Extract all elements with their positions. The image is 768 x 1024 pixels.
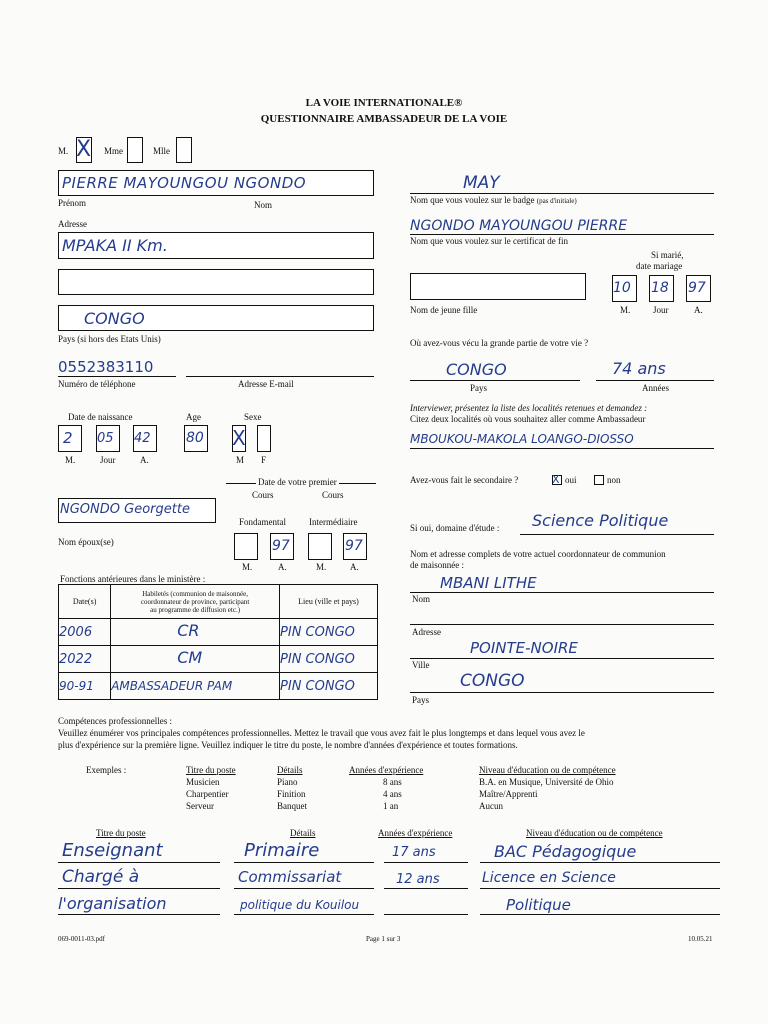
cert-label: Nom que vous voulez sur le certificat de fin (410, 236, 568, 246)
coord-nom-line[interactable] (410, 592, 714, 593)
domaine-value: Science Politique (532, 511, 669, 530)
row-date[interactable]: 2006 (59, 625, 93, 640)
ex-niveau: Aucun (479, 801, 503, 811)
sexe-m-mark: X (232, 426, 246, 450)
skills-intro-1: Veuillez énumérer vos principales compétences professionnelles. Mettez le travail que vous avez fait le plus longtemps et dans lequel vous avez le (58, 728, 585, 738)
domaine-line[interactable] (520, 534, 714, 535)
mariage-jour-label: Jour (653, 305, 669, 315)
fond-year-value: 97 (272, 538, 290, 554)
civility-mme-label: Mme (104, 146, 123, 156)
table-row (59, 646, 378, 673)
secondaire-non-label: non (607, 475, 621, 485)
fond-m-label: M. (242, 562, 253, 572)
prenom-label: Prénom (58, 198, 86, 208)
civility-mlle-checkbox[interactable] (176, 137, 192, 163)
skill-line[interactable] (480, 914, 720, 915)
birth-jour-label: Jour (100, 455, 116, 465)
row-habilete[interactable]: AMBASSADEUR PAM (111, 679, 233, 693)
vecu-pays-label: Pays (470, 383, 488, 393)
col-hab-line2: coordonnateur de province, participant (140, 597, 250, 606)
skill-line[interactable] (234, 914, 374, 915)
skill-niveau-value: Licence en Science (482, 870, 616, 886)
row-date[interactable]: 2022 (59, 652, 93, 667)
form-title-line2: QUESTIONNAIRE AMBASSADEUR DE LA VOIE (260, 113, 508, 125)
secondaire-oui-mark: X (552, 473, 560, 486)
nom-label: Nom (254, 200, 272, 210)
h-details: Détails (290, 828, 316, 838)
coord-adresse-line-1[interactable] (410, 624, 714, 625)
row-lieu[interactable]: PIN CONGO (280, 652, 355, 667)
jeune-fille-label: Nom de jeune fille (410, 305, 478, 315)
inter-month-box[interactable] (308, 533, 332, 560)
adresse-label: Adresse (58, 219, 87, 229)
domaine-label: Si oui, domaine d'étude : (410, 523, 500, 533)
birth-date-label: Date de naissance (68, 412, 133, 422)
badge-hint: (pas d'initiale) (536, 197, 577, 205)
skill-titre-value: Enseignant (62, 840, 163, 861)
h-annees: Années d'expérience (378, 828, 453, 838)
ex-titre: Serveur (186, 801, 214, 811)
skill-line[interactable] (58, 888, 220, 889)
ex-details: Finition (277, 789, 306, 799)
sexe-f-box[interactable] (257, 425, 271, 452)
skills-title: Compétences professionnelles : (58, 716, 172, 726)
coord-label-1: Nom et adresse complets de votre actuel coordonnateur de communion (410, 549, 666, 559)
ex-titre: Charpentier (186, 789, 229, 799)
ex-details: Banquet (277, 801, 307, 811)
civility-m-mark: X (76, 137, 92, 162)
coord-nom-label: Nom (412, 594, 430, 604)
courses-intermediaire: Intermédiaire (309, 517, 358, 527)
vecu-annees-value: 74 ans (612, 359, 666, 378)
ex-annees: 8 ans (383, 777, 402, 787)
skill-line[interactable] (234, 888, 374, 889)
coord-ville-value: POINTE-NOIRE (470, 639, 578, 657)
skill-line[interactable] (480, 862, 720, 863)
cert-value: NGONDO MAYOUNGOU PIERRE (410, 218, 628, 234)
badge-label-text: Nom que vous voulez sur le badge (410, 195, 535, 205)
vecu-annees-label: Années (642, 383, 669, 393)
col-dates: Date(s) (59, 585, 111, 619)
date-mariage-label: date mariage (636, 261, 683, 271)
table-row (59, 673, 378, 700)
inter-a-label: A. (350, 562, 359, 572)
phone-label: Numéro de téléphone (58, 379, 136, 389)
adresse-value: MPAKA II Km. (62, 236, 168, 255)
coord-adresse-label: Adresse (412, 627, 441, 637)
vecu-label: Où avez-vous vécu la grande partie de votre vie ? (410, 338, 589, 348)
jeune-fille-field[interactable] (410, 273, 586, 300)
coord-pays-line[interactable] (410, 692, 714, 693)
skills-intro-2: plus d'expérience sur la première ligne. Veuillez indiquer le titre du poste, le nombre d'années d'expérience et toutes formations. (58, 740, 518, 750)
skill-titre-value: l'organisation (58, 894, 167, 913)
vecu-annees-line[interactable] (596, 380, 714, 381)
adresse-field-2[interactable] (58, 269, 374, 295)
coord-pays-value: CONGO (460, 671, 525, 691)
skill-line[interactable] (480, 888, 720, 889)
birth-m-label: M. (65, 455, 76, 465)
courses-fondamental: Fondamental (239, 517, 286, 527)
badge-line[interactable] (410, 193, 714, 194)
name-value: PIERRE MAYOUNGOU NGONDO (62, 174, 307, 192)
coord-ville-label: Ville (412, 660, 430, 670)
vecu-pays-value: CONGO (446, 360, 507, 379)
ex-h-niveau: Niveau d'éducation ou de compétence (479, 765, 616, 775)
table-row (59, 619, 378, 646)
civility-mlle-label: Mlle (153, 146, 170, 156)
row-date[interactable]: 90-91 (59, 679, 94, 693)
ex-h-annees: Années d'expérience (349, 765, 424, 775)
ex-titre: Musicien (186, 777, 220, 787)
fond-month-box[interactable] (234, 533, 258, 560)
skill-line[interactable] (58, 862, 220, 863)
civility-m-label: M. (58, 146, 69, 156)
email-line[interactable] (186, 376, 374, 377)
h-titre: Titre du poste (96, 828, 146, 838)
spouse-label: Nom époux(se) (58, 537, 114, 547)
pays-value: CONGO (84, 309, 145, 328)
sexe-label: Sexe (244, 412, 262, 422)
mariage-day-value: 18 (651, 280, 669, 296)
functions-table (58, 584, 378, 700)
skill-details-value: Primaire (244, 840, 320, 861)
ex-h-details: Détails (277, 765, 303, 775)
vecu-pays-line[interactable] (410, 380, 580, 381)
birth-day-value: 05 (97, 431, 114, 446)
birth-month-value: 2 (63, 429, 73, 447)
functions-title: Fonctions antérieures dans le ministère : (60, 574, 206, 584)
secondaire-non-checkbox[interactable] (594, 475, 604, 485)
skill-details-value: politique du Kouilou (240, 898, 360, 912)
birth-year-value: 42 (134, 431, 151, 446)
footer-file: 069-0011-03.pdf (58, 935, 105, 943)
cert-line[interactable] (410, 234, 714, 235)
ex-annees: 1 an (383, 801, 399, 811)
secondaire-label: Avez-vous fait le secondaire ? (410, 475, 519, 485)
skill-annees-value: 17 ans (392, 845, 436, 860)
mariage-a-label: A. (694, 305, 703, 315)
civility-mme-checkbox[interactable] (127, 137, 143, 163)
skill-annees-value: 12 ans (396, 872, 440, 887)
mariage-m-label: M. (620, 305, 631, 315)
pays-label: Pays (si hors des Etats Unis) (58, 334, 161, 344)
ex-niveau: B.A. en Musique, Université de Ohio (479, 777, 614, 787)
localites-label: Citez deux localités où vous souhaitez aller comme Ambassadeur (410, 414, 646, 424)
birth-a-label: A. (140, 455, 149, 465)
age-value: 80 (186, 430, 204, 446)
row-lieu[interactable]: PIN CONGO (280, 679, 355, 694)
coord-nom-value: MBANI LITHE (440, 574, 537, 592)
skill-titre-value: Chargé à (62, 867, 140, 887)
skill-line[interactable] (384, 862, 468, 863)
col-hab-line3: au programme de diffusion etc.) (150, 605, 241, 614)
skill-line[interactable] (384, 888, 468, 889)
phone-line (58, 376, 176, 377)
phone-value[interactable]: 0552383110 (58, 358, 154, 376)
form-title-line1: LA VOIE INTERNATIONALE® (305, 97, 463, 109)
email-label: Adresse E-mail (238, 379, 294, 389)
courses-title: Date de votre premier (258, 477, 337, 487)
sexe-f-label: F (261, 455, 267, 465)
coord-pays-label: Pays (412, 695, 430, 705)
inter-year-value: 97 (345, 538, 363, 554)
row-habilete[interactable]: CM (177, 648, 203, 667)
skill-niveau-value: BAC Pédagogique (494, 842, 637, 861)
courses-cours1: Cours (252, 490, 274, 500)
skill-details-value: Commissariat (238, 868, 342, 886)
skill-line[interactable] (384, 914, 468, 915)
ex-h-titre: Titre du poste (186, 765, 236, 775)
ex-niveau: Maître/Apprenti (479, 789, 538, 799)
footer-page: Page 1 sur 3 (366, 935, 401, 943)
secondaire-oui-label: oui (565, 475, 577, 485)
spouse-value: NGONDO Georgette (60, 502, 190, 517)
row-habilete[interactable]: CR (177, 621, 200, 640)
localites-value: MBOUKOU-MAKOLA LOANGO-DIOSSO (410, 432, 634, 446)
interviewer-text: Interviewer, présentez la liste des localités retenues et demandez : (410, 403, 648, 413)
row-lieu[interactable]: PIN CONGO (280, 625, 355, 640)
col-habiletes (111, 585, 280, 619)
skill-line[interactable] (58, 914, 220, 915)
skill-niveau-value: Politique (506, 896, 571, 914)
examples-label: Exemples : (86, 765, 127, 775)
inter-m-label: M. (316, 562, 327, 572)
mariage-year-value: 97 (688, 280, 706, 296)
fond-a-label: A. (278, 562, 287, 572)
coord-ville-line[interactable] (410, 658, 714, 659)
footer-date: 10.05.21 (688, 935, 713, 943)
col-lieu: Lieu (ville et pays) (280, 585, 378, 619)
skill-line[interactable] (234, 862, 374, 863)
sexe-m-label: M (236, 455, 245, 465)
badge-label (410, 195, 577, 207)
si-marie-label: Si marié, (651, 250, 684, 260)
localites-line[interactable] (410, 448, 714, 449)
courses-cours2: Cours (322, 490, 344, 500)
mariage-month-value: 10 (613, 280, 631, 296)
col-hab-line1: Habiletés (communion de maisonnée, (142, 589, 248, 598)
ex-annees: 4 ans (383, 789, 402, 799)
coord-label-2: de maisonnée : (410, 560, 464, 570)
h-niveau: Niveau d'éducation ou de compétence (526, 828, 663, 838)
age-label: Age (186, 412, 201, 422)
badge-value: MAY (463, 173, 500, 193)
ex-details: Piano (277, 777, 298, 787)
